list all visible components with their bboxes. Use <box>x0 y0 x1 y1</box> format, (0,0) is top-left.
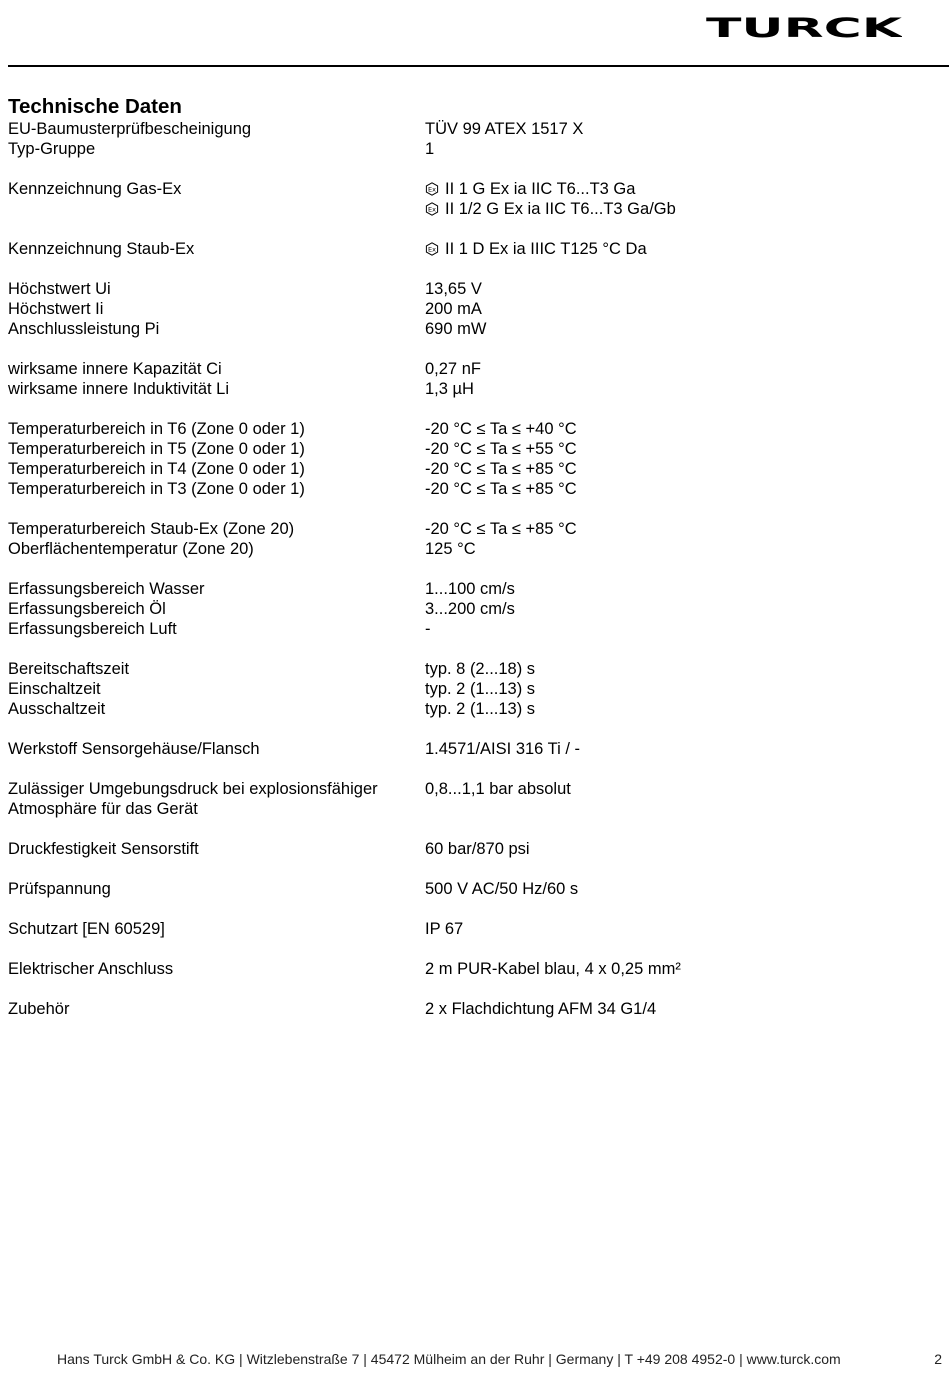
spec-value-line <box>425 419 938 439</box>
spec-value-line <box>425 279 938 299</box>
spec-value-line <box>425 739 938 759</box>
spec-value-line <box>425 359 938 379</box>
spec-label-line: Höchstwert Ii <box>8 300 104 318</box>
spec-value-text: 200 mA <box>425 300 482 318</box>
spec-row <box>8 959 938 979</box>
spec-value-text: typ. 8 (2...18) s <box>425 660 536 678</box>
spec-value-line <box>425 139 938 159</box>
spec-value-line <box>425 119 938 139</box>
spec-value <box>425 579 938 599</box>
spec-label-line: Zulässiger Umgebungsdruck bei explosionsfähiger <box>8 780 378 798</box>
spec-label-line: wirksame innere Induktivität Li <box>8 380 230 398</box>
spec-value-text: 60 bar/870 psi <box>425 840 530 858</box>
spec-row <box>8 299 938 319</box>
spec-value-text: 0,27 nF <box>425 360 481 378</box>
spec-row <box>8 439 938 459</box>
svg-text:Ex: Ex <box>428 245 436 254</box>
spec-label-line: Einschaltzeit <box>8 680 101 698</box>
spec-label-line: Kennzeichnung Gas-Ex <box>8 180 182 198</box>
spec-value-line <box>425 619 938 639</box>
spec-value <box>425 279 938 299</box>
spec-value-line <box>425 439 938 459</box>
spec-value-text: -20 °C ≤ Ta ≤ +40 °C <box>425 420 577 438</box>
spec-value-text: II 1 D Ex ia IIIC T125 °C Da <box>445 240 647 258</box>
spec-row <box>8 479 938 499</box>
spec-value-text: II 1 G Ex ia IIC T6...T3 Ga <box>445 180 636 198</box>
spec-value <box>425 419 938 439</box>
spec-row <box>8 539 938 559</box>
spec-label <box>8 519 425 539</box>
spec-label-line: Temperaturbereich in T6 (Zone 0 oder 1) <box>8 420 305 438</box>
spec-row <box>8 879 938 899</box>
spec-value-line <box>425 179 938 199</box>
spec-value-text: 2 m PUR-Kabel blau, 4 x 0,25 mm² <box>425 960 681 978</box>
spec-row <box>8 419 938 439</box>
svg-text:Ex: Ex <box>428 205 436 214</box>
spec-row <box>8 179 938 219</box>
spec-value <box>425 379 938 399</box>
spec-value-text: - <box>425 620 431 638</box>
ex-hexagon-icon <box>425 242 439 256</box>
spec-row <box>8 839 938 859</box>
spec-value-text: typ. 2 (1...13) s <box>425 680 536 698</box>
spec-label <box>8 839 425 859</box>
spec-value-text: 690 mW <box>425 320 487 338</box>
spec-row <box>8 519 938 539</box>
spec-value-text: -20 °C ≤ Ta ≤ +85 °C <box>425 520 577 538</box>
spec-value-text: 1 <box>425 140 435 158</box>
spec-value-text: 1...100 cm/s <box>425 580 515 598</box>
spec-label-line: Bereitschaftszeit <box>8 660 130 678</box>
spec-label-line: Zubehör <box>8 1000 70 1018</box>
section-title: Technische Daten <box>8 95 182 118</box>
spec-value <box>425 459 938 479</box>
spec-value-text: typ. 2 (1...13) s <box>425 700 536 718</box>
spec-value <box>425 679 938 699</box>
spec-value <box>425 879 938 899</box>
spec-table <box>8 119 938 1019</box>
spec-label <box>8 139 425 159</box>
spec-label-line: Temperaturbereich in T4 (Zone 0 oder 1) <box>8 460 305 478</box>
spec-label <box>8 999 425 1019</box>
spec-row <box>8 659 938 679</box>
spec-value-line <box>425 299 938 319</box>
spec-label <box>8 279 425 299</box>
spec-value <box>425 739 938 759</box>
spec-row <box>8 139 938 159</box>
spec-row <box>8 579 938 599</box>
spec-value <box>425 519 938 539</box>
spec-label-line: Schutzart [EN 60529] <box>8 920 165 938</box>
spec-label <box>8 599 425 619</box>
spec-value <box>425 999 938 1019</box>
spec-row <box>8 919 938 939</box>
spec-label <box>8 479 425 499</box>
spec-value-line <box>425 539 938 559</box>
spec-value-text: 0,8...1,1 bar absolut <box>425 780 571 798</box>
spec-label-line: Werkstoff Sensorgehäuse/Flansch <box>8 740 260 758</box>
spec-row <box>8 319 938 339</box>
spec-value <box>425 439 938 459</box>
spec-row <box>8 599 938 619</box>
spec-value-text: 125 °C <box>425 540 476 558</box>
spec-label-line: Erfassungsbereich Wasser <box>8 580 205 598</box>
spec-value <box>425 659 938 679</box>
spec-value-text: 500 V AC/50 Hz/60 s <box>425 880 579 898</box>
spec-value-text: -20 °C ≤ Ta ≤ +55 °C <box>425 440 577 458</box>
spec-value <box>425 179 938 219</box>
spec-row <box>8 779 938 819</box>
spec-value-line <box>425 319 938 339</box>
spec-value-line <box>425 199 938 219</box>
page-number: 2 <box>934 1351 942 1367</box>
spec-value <box>425 839 938 859</box>
spec-value-line <box>425 839 938 859</box>
spec-label <box>8 239 425 259</box>
spec-label-line: EU-Baumusterprüfbescheinigung <box>8 120 252 138</box>
spec-value-line <box>425 379 938 399</box>
spec-value-line <box>425 239 938 259</box>
spec-value <box>425 139 938 159</box>
spec-row <box>8 619 938 639</box>
spec-value <box>425 239 938 259</box>
spec-value-line <box>425 779 938 799</box>
spec-label <box>8 319 425 339</box>
spec-row <box>8 379 938 399</box>
spec-label <box>8 539 425 559</box>
spec-label-line: Atmosphäre für das Gerät <box>8 800 198 818</box>
spec-label <box>8 119 425 139</box>
ex-hexagon-icon <box>425 202 439 216</box>
spec-label-line: Druckfestigkeit Sensorstift <box>8 840 199 858</box>
spec-label <box>8 919 425 939</box>
spec-value-text: -20 °C ≤ Ta ≤ +85 °C <box>425 480 577 498</box>
svg-text:Ex: Ex <box>428 185 436 194</box>
spec-row <box>8 999 938 1019</box>
spec-value <box>425 779 938 819</box>
spec-label-line: Kennzeichnung Staub-Ex <box>8 240 195 258</box>
spec-label <box>8 699 425 719</box>
spec-value-line <box>425 579 938 599</box>
spec-value-line <box>425 519 938 539</box>
spec-row <box>8 279 938 299</box>
spec-label <box>8 299 425 319</box>
spec-label-line: Höchstwert Ui <box>8 280 111 298</box>
spec-label <box>8 879 425 899</box>
footer-address: Hans Turck GmbH & Co. KG | Witzlebenstraße 7 | 45472 Mülheim an der Ruhr | Germany | T +49 208 4952-0 | www.turck.com <box>57 1351 841 1367</box>
spec-label <box>8 959 425 979</box>
spec-label-line: Elektrischer Anschluss <box>8 960 174 978</box>
spec-label <box>8 679 425 699</box>
spec-value-text: II 1/2 G Ex ia IIC T6...T3 Ga/Gb <box>445 200 676 218</box>
svg-text:TURCK: TURCK <box>706 14 902 40</box>
spec-value <box>425 299 938 319</box>
spec-value-text: IP 67 <box>425 920 464 938</box>
spec-row <box>8 359 938 379</box>
spec-label <box>8 779 425 819</box>
spec-label-line: Temperaturbereich in T5 (Zone 0 oder 1) <box>8 440 305 458</box>
spec-label-line: Temperaturbereich in T3 (Zone 0 oder 1) <box>8 480 305 498</box>
spec-value-line <box>425 959 938 979</box>
spec-value-line <box>425 919 938 939</box>
spec-label <box>8 459 425 479</box>
spec-value-line <box>425 459 938 479</box>
spec-label-line: Anschlussleistung Pi <box>8 320 160 338</box>
spec-row <box>8 699 938 719</box>
spec-label-line: Erfassungsbereich Luft <box>8 620 177 638</box>
spec-row <box>8 119 938 139</box>
spec-value <box>425 119 938 139</box>
spec-value-line <box>425 699 938 719</box>
spec-value-line <box>425 879 938 899</box>
spec-value <box>425 319 938 339</box>
spec-label-line: wirksame innere Kapazität Ci <box>8 360 222 378</box>
spec-value-line <box>425 599 938 619</box>
spec-row <box>8 739 938 759</box>
spec-label <box>8 739 425 759</box>
spec-label-line: Temperaturbereich Staub-Ex (Zone 20) <box>8 520 295 538</box>
spec-label <box>8 359 425 379</box>
spec-label-line: Oberflächentemperatur (Zone 20) <box>8 540 254 558</box>
spec-label-line: Ausschaltzeit <box>8 700 106 718</box>
spec-label-line: Prüfspannung <box>8 880 111 898</box>
spec-row <box>8 459 938 479</box>
spec-label <box>8 179 425 219</box>
spec-value <box>425 699 938 719</box>
ex-hexagon-icon <box>425 182 439 196</box>
spec-label <box>8 379 425 399</box>
spec-value <box>425 919 938 939</box>
spec-value-line <box>425 679 938 699</box>
spec-value <box>425 959 938 979</box>
spec-value-text: 3...200 cm/s <box>425 600 515 618</box>
spec-row <box>8 679 938 699</box>
spec-value-text: TÜV 99 ATEX 1517 X <box>425 120 584 138</box>
spec-value-text: -20 °C ≤ Ta ≤ +85 °C <box>425 460 577 478</box>
spec-label-line: Erfassungsbereich Öl <box>8 600 166 618</box>
spec-value-text: 1,3 µH <box>425 380 474 398</box>
spec-label <box>8 419 425 439</box>
spec-value-line <box>425 479 938 499</box>
spec-value <box>425 619 938 639</box>
spec-value <box>425 599 938 619</box>
spec-label <box>8 659 425 679</box>
spec-value-line <box>425 659 938 679</box>
turck-logo <box>706 14 902 45</box>
spec-value <box>425 479 938 499</box>
spec-value-text: 1.4571/AISI 316 Ti / - <box>425 740 581 758</box>
spec-value <box>425 359 938 379</box>
spec-value-line <box>425 999 938 1019</box>
spec-label <box>8 619 425 639</box>
spec-label <box>8 439 425 459</box>
spec-label-line: Typ-Gruppe <box>8 140 96 158</box>
header-divider <box>8 65 949 67</box>
spec-value <box>425 539 938 559</box>
spec-value-text: 13,65 V <box>425 280 482 298</box>
spec-row <box>8 239 938 259</box>
spec-label <box>8 579 425 599</box>
spec-value-text: 2 x Flachdichtung AFM 34 G1/4 <box>425 1000 657 1018</box>
